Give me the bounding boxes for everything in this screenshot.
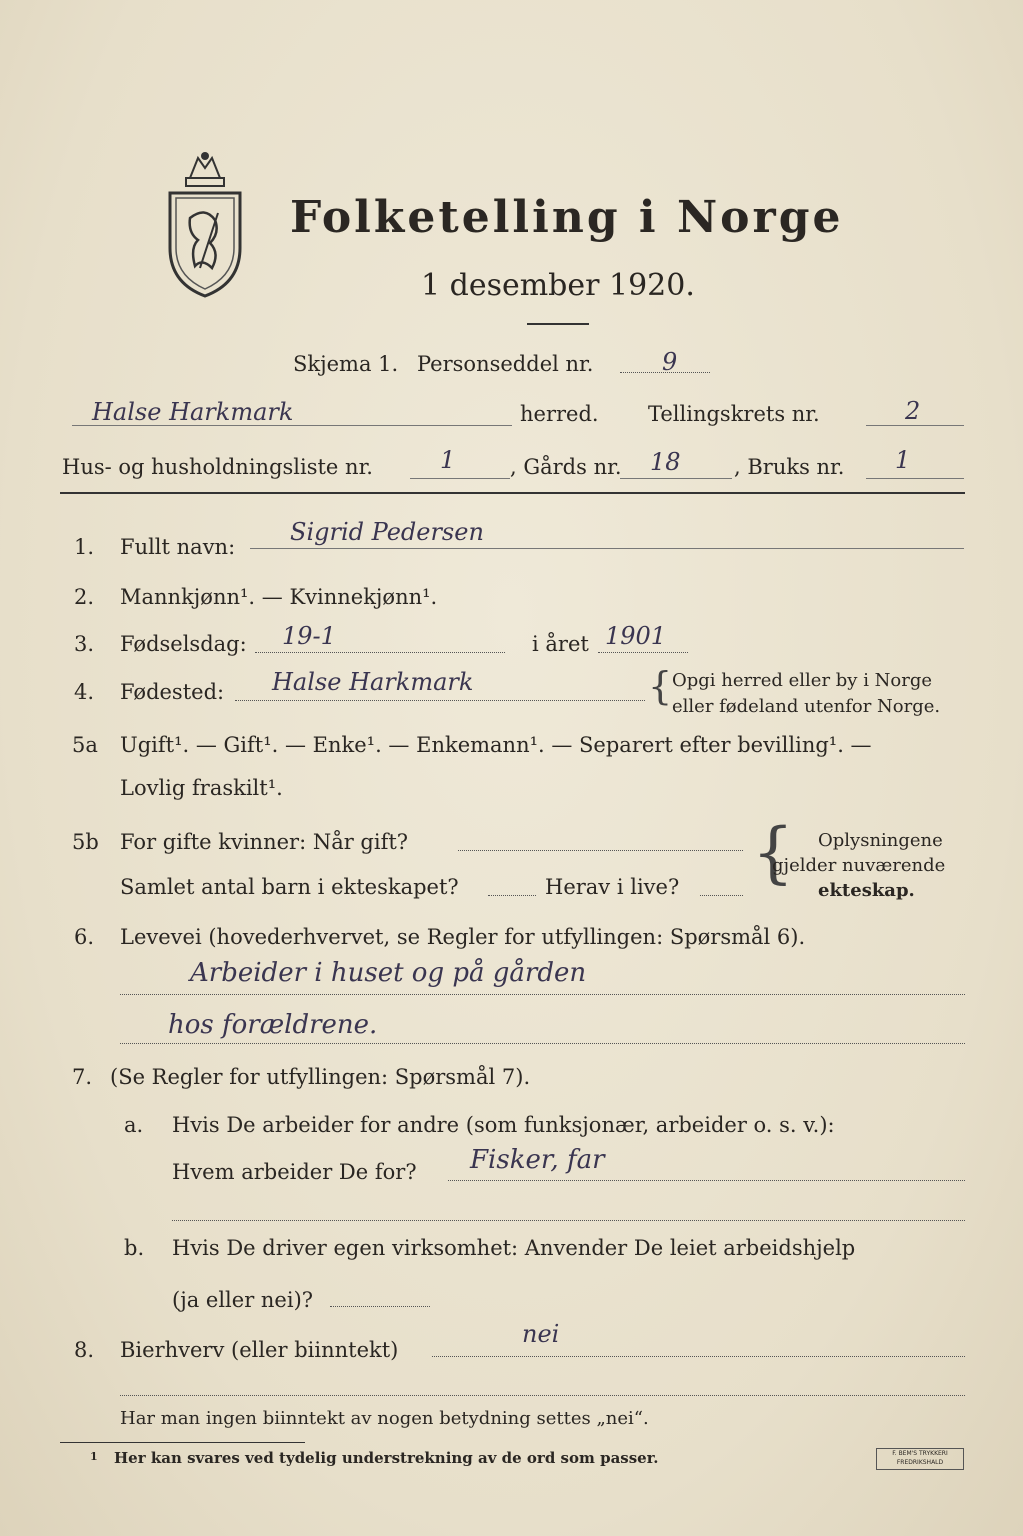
tellingskrets-label: Tellingskrets nr. [648, 402, 820, 426]
q4-label: Fødested: [120, 680, 225, 704]
q5a-marital-options[interactable]: Ugift¹. — Gift¹. — Enke¹. — Enkemann¹. — Separert efter bevilling¹. — [120, 733, 872, 757]
q7a-employer-value[interactable]: Fisker, far [470, 1145, 605, 1175]
form-title: Folketelling i Norge [290, 192, 844, 243]
footnote-rule [60, 1442, 305, 1443]
q5b-living-label: Herav i live? [545, 875, 680, 899]
footnote-text: Her kan svares ved tydelig understrekning av de ord som passer. [114, 1449, 659, 1467]
gaards-value[interactable]: 18 [650, 448, 681, 476]
q4-number: 4. [74, 680, 95, 704]
husholdningsliste-field-line [410, 478, 510, 479]
q5b-married-field-line [458, 850, 743, 851]
husholdningsliste-value[interactable]: 1 [440, 446, 456, 474]
q7a-label: Hvis De arbeider for andre (som funksjonær, arbeider o. s. v.): [172, 1113, 835, 1137]
q2-sex-options[interactable]: Mannkjønn¹. — Kvinnekjønn¹. [120, 585, 438, 609]
printer-stamp-line2: FREDRIKSHALD [896, 1459, 944, 1466]
q4-note-line2: eller fødeland utenfor Norge. [672, 696, 941, 717]
q7b-field-line [330, 1306, 430, 1307]
q6-label: Levevei (hovederhvervet, se Regler for utfyllingen: Spørsmål 6). [120, 925, 806, 949]
gaards-field-line [620, 478, 732, 479]
q5b-note-line3: ekteskap. [818, 880, 915, 901]
divider [527, 323, 589, 325]
q4-note-line1: Opgi herred eller by i Norge [672, 670, 933, 691]
tellingskrets-value[interactable]: 2 [905, 397, 921, 425]
q8-field-line [432, 1356, 965, 1357]
q8-number: 8. [74, 1338, 95, 1362]
q5b-note-line2: gjelder nuværende [772, 855, 946, 876]
q8-field-line2 [120, 1395, 965, 1396]
bruks-value[interactable]: 1 [895, 446, 911, 474]
q5b-brace: { [752, 814, 794, 891]
norway-coat-of-arms-icon [160, 148, 250, 298]
q6-number: 6. [74, 925, 95, 949]
skjema-label: Skjema 1. [293, 352, 399, 376]
husholdningsliste-label: Hus- og husholdningsliste nr. [62, 455, 373, 479]
q5b-living-field-line [700, 895, 743, 896]
tellingskrets-field-line [866, 425, 964, 426]
q7a-employer-label: Hvem arbeider De for? [172, 1160, 417, 1184]
q6-occupation-value-line2[interactable]: hos forældrene. [168, 1010, 378, 1040]
gaards-label: , Gårds nr. [510, 455, 622, 479]
q5b-children-field-line [488, 895, 536, 896]
herred-label: herred. [520, 402, 599, 426]
q5b-children-label: Samlet antal barn i ekteskapet? [120, 875, 459, 899]
q7b-letter: b. [124, 1236, 145, 1260]
q7b-label: Hvis De driver egen virksomhet: Anvender De leiet arbeidshjelp [172, 1236, 856, 1260]
q5a-number: 5a [72, 733, 98, 757]
q5b-note-line1: Oplysningene [818, 830, 943, 851]
q7a-field-line2 [172, 1220, 965, 1221]
q3-label: Fødselsdag: [120, 632, 247, 656]
q7a-field-line [448, 1180, 965, 1181]
q4-field-line [235, 700, 645, 701]
q3-year-label: i året [532, 632, 589, 656]
q7a-letter: a. [124, 1113, 144, 1137]
q7-label: (Se Regler for utfyllingen: Spørsmål 7). [110, 1065, 531, 1089]
q1-number: 1. [74, 535, 95, 559]
footnote-mark: 1 [90, 1450, 98, 1463]
q3-year-value[interactable]: 1901 [605, 622, 667, 650]
q1-field-line [250, 548, 964, 549]
personseddel-value[interactable]: 9 [662, 348, 678, 376]
bruks-label: , Bruks nr. [734, 455, 845, 479]
q4-brace: { [648, 664, 673, 708]
q3-year-field-line [598, 652, 688, 653]
bruks-field-line [866, 478, 964, 479]
q5b-number: 5b [72, 830, 99, 854]
q4-birthplace-value[interactable]: Halse Harkmark [272, 668, 474, 696]
printer-stamp [876, 1448, 964, 1470]
printer-stamp-line1: F. BEM'S TRYKKERI [892, 1450, 948, 1457]
q7-number: 7. [72, 1065, 93, 1089]
q7b-answer-label: (ja eller nei)? [172, 1288, 314, 1312]
q6-field-line1 [120, 994, 965, 995]
form-date: 1 desember 1920. [421, 268, 695, 303]
q3-birthday-value[interactable]: 19-1 [282, 622, 336, 650]
herred-value[interactable]: Halse Harkmark [92, 398, 294, 426]
q3-number: 3. [74, 632, 95, 656]
q2-number: 2. [74, 585, 95, 609]
q1-label: Fullt navn: [120, 535, 236, 559]
q6-occupation-value-line1[interactable]: Arbeider i huset og på gården [190, 958, 587, 988]
herred-field-line [72, 425, 512, 426]
section-divider [60, 492, 965, 494]
q8-side-income-value[interactable]: nei [522, 1320, 560, 1348]
q5a-marital-options-cont[interactable]: Lovlig fraskilt¹. [120, 776, 283, 800]
nei-note: Har man ingen biinntekt av nogen betydning settes „nei“. [120, 1408, 649, 1429]
personseddel-label: Personseddel nr. [417, 352, 594, 376]
q5b-married-label: For gifte kvinner: Når gift? [120, 830, 409, 854]
q1-full-name-value[interactable]: Sigrid Pedersen [290, 518, 484, 546]
q3-field-line [255, 652, 505, 653]
q8-label: Bierhverv (eller biinntekt) [120, 1338, 399, 1362]
q6-field-line2 [120, 1043, 965, 1044]
